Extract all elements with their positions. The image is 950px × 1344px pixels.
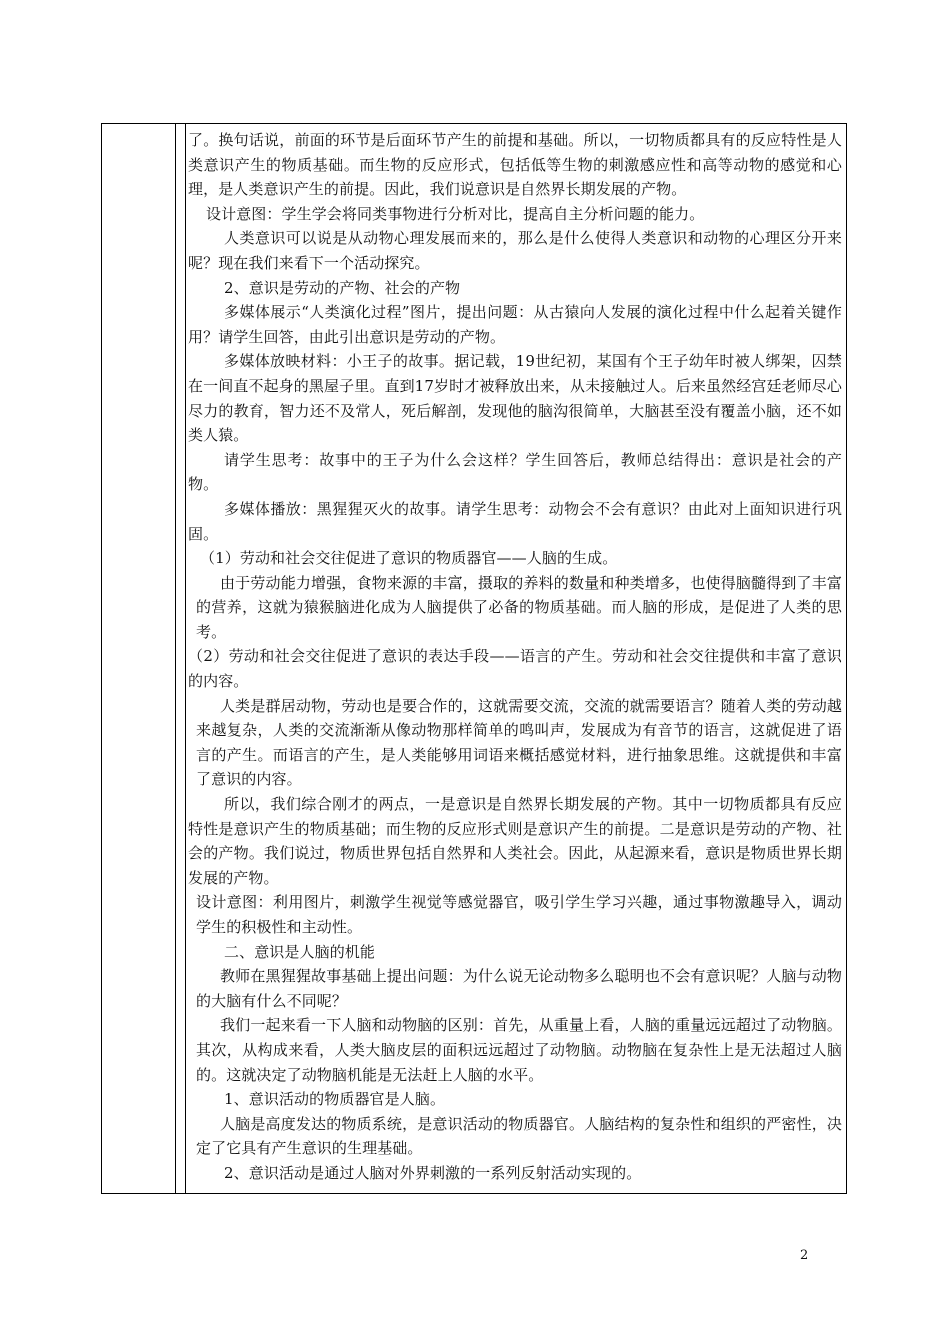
subsection-1: 1、意识活动的物质器官是人脑。 xyxy=(224,1090,446,1109)
paragraph-13: 所以，我们综合刚才的两点，一是意识是自然界长期发展的产物。其中一切物质都具有反应特性是意识产生的物质基础；而生物的反应形式则是意识产生的前提。二是意识是劳动的产物、社会的产物。我们说过，物质世界包括自然界和人类社会。因此，从起源来看，意识是物质世界长期发展的产物。 xyxy=(188,795,842,887)
table-narrow-column xyxy=(176,124,186,1193)
paragraph-8: 多媒体播放：黑猩猩灭火的故事。请学生思考：动物会不会有意识？由此对上面知识进行巩固。 xyxy=(188,499,842,543)
lesson-table xyxy=(101,123,847,1194)
paragraph-3: 人类意识可以说是从动物心理发展而来的，那么是什么使得人类意识和动物的心理区分开来呢？现在我们来看下一个活动探究。 xyxy=(188,229,842,272)
paragraph-6: 多媒体放映材料：小王子的故事。据记载，19世纪初，某国有个王子幼年时被人绑架，囚禁在一间直不起身的黑屋子里。直到17岁时才被释放出来，从未接触过人。后来虽然经宫廷老师尽心尽力的教育，智力还不及常人，死后解剖，发现他的脑沟很简单，大脑甚至没有覆盖小脑，还不如类人猿。 xyxy=(188,352,842,445)
paragraph-16: 教师在黑猩猩故事基础上提出问题：为什么说无论动物多么聪明也不会有意识呢？人脑与动物的大脑有什么不同呢？ xyxy=(196,967,842,1010)
design-intent-2: 设计意图：利用图片，刺激学生视觉等感觉器官，吸引学生学习兴趣，通过事物激趣导入，调动学生的积极性和主动性。 xyxy=(196,893,842,936)
subsection-2: 2、意识活动是通过人脑对外界刺激的一系列反射活动实现的。 xyxy=(224,1163,642,1182)
paragraph-19: 人脑是高度发达的物质系统，是意识活动的物质器官。人脑结构的复杂性和组织的严密性，决定了它具有产生意识的生理基础。 xyxy=(196,1114,842,1158)
paragraph-12: 人类是群居动物，劳动也是要合作的，这就需要交流，交流的就需要语言？随着人类的劳动越来越复杂，人类的交流渐渐从像动物那样简单的鸣叫声，发展成为有音节的语言，这就促进了语言的产生。而语言的产生，是人类能够用词语来概括感觉材料，进行抽象思维。这就提供和丰富了意识的内容。 xyxy=(196,696,842,789)
table-content-cell xyxy=(188,128,842,1186)
point-1: （1）劳动和社会交往促进了意识的物质器官——人脑的生成。 xyxy=(200,549,618,568)
paragraph-17: 我们一起来看一下人脑和动物脑的区别：首先，从重量上看，人脑的重量远远超过了动物脑。其次，从构成来看，人类大脑皮层的面积远远超过了动物脑。动物脑在复杂性上是无法超过人脑的。这就决定了动物脑机能是无法赶上人脑的水平。 xyxy=(196,1016,842,1084)
section-heading-two: 二、意识是人脑的机能 xyxy=(224,942,376,961)
paragraph-10: 由于劳动能力增强，食物来源的丰富，摄取的养料的数量和种类增多，也使得脑髓得到了丰富的营养，这就为猿猴脑进化成为人脑提供了必备的物质基础。而人脑的形成，是促进了人类的思考。 xyxy=(196,573,842,641)
paragraph-5: 多媒体展示“人类演化过程”图片，提出问题：从古猿向人发展的演化过程中什么起着关键作用？请学生回答，由此引出意识是劳动的产物。 xyxy=(188,303,842,346)
table-left-column xyxy=(102,124,176,1193)
paragraph-7: 请学生思考：故事中的王子为什么会这样？学生回答后，教师总结得出：意识是社会的产物。 xyxy=(188,450,842,494)
design-intent-1: 设计意图：学生学会将同类事物进行分析对比，提高自主分析问题的能力。 xyxy=(206,204,705,223)
paragraph-1: 了。换句话说，前面的环节是后面环节产生的前提和基础。所以，一切物质都具有的反应特性是人类意识产生的物质基础。而生物的反应形式，包括低等生物的刺激感应性和高等动物的感觉和心理，是人类意识产生的前提。因此，我们说意识是自然界长期发展的产物。 xyxy=(188,131,842,199)
point-2: （2）劳动和社会交往促进了意识的表达手段——语言的产生。劳动和社会交往提供和丰富了意识的内容。 xyxy=(188,647,842,691)
section-heading-2: 2、意识是劳动的产物、社会的产物 xyxy=(224,278,461,297)
page-number: 2 xyxy=(800,1248,809,1263)
